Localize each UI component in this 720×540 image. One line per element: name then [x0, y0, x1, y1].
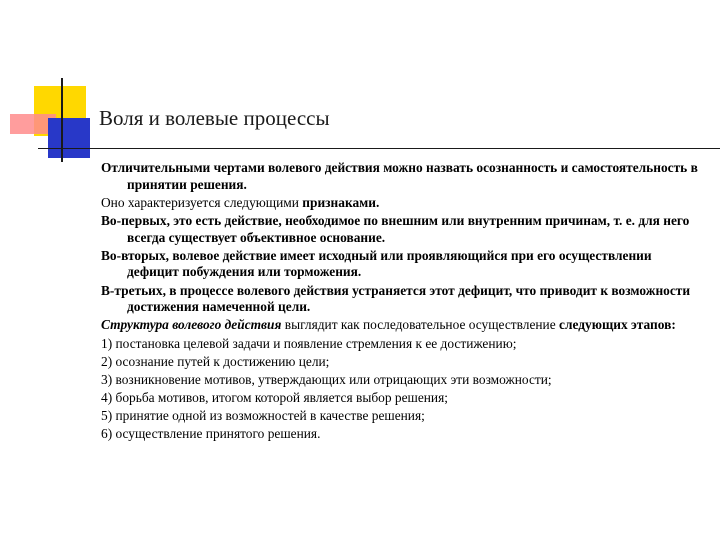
text-run: 6) осуществление принятого решения. — [101, 426, 321, 442]
decor-blue-square — [48, 118, 90, 158]
slide-body — [101, 160, 703, 445]
text-run: 5) принятие одной из возможностей в качестве решения; — [101, 408, 425, 424]
text-run: признаками. — [302, 194, 380, 210]
text-run: 2) осознание путей к достижению цели; — [101, 353, 330, 369]
body-paragraph — [101, 195, 703, 212]
body-paragraph — [101, 408, 703, 425]
body-paragraph — [101, 372, 703, 389]
text-run: выглядит как последовательное осуществление — [284, 317, 560, 333]
body-paragraph — [101, 317, 703, 334]
title-underline — [38, 148, 720, 149]
text-run: Отличительными чертами волевого действия можно назвать осознанность и самостоятельность в принятии решения. — [101, 160, 698, 192]
decor-vertical-line — [61, 78, 63, 162]
body-paragraph — [101, 248, 703, 281]
text-run: 1) постановка целевой задачи и появление стремления к ее достижению; — [101, 335, 517, 351]
text-run: 3) возникновение мотивов, утверждающих или отрицающих эти возможности; — [101, 371, 552, 387]
text-run: Оно характеризуется следующими — [101, 194, 303, 210]
body-paragraph — [101, 390, 703, 407]
text-run: В-третьих, в процессе волевого действия устраняется этот дефицит, что приводит к возможности достижения намеченной цели. — [101, 282, 691, 315]
body-paragraph — [101, 336, 703, 353]
text-run: Во-первых, это есть действие, необходимое по внешним или внутренним причинам, т. е. для него всегда существует объективное основание. — [101, 212, 690, 245]
text-run: 4) борьба мотивов, итогом которой является выбор решения; — [101, 390, 448, 406]
body-paragraph — [101, 160, 703, 193]
body-paragraph — [101, 354, 703, 371]
body-paragraph — [101, 283, 703, 316]
body-paragraph — [101, 426, 703, 443]
body-paragraph — [101, 213, 703, 246]
text-run: Во-вторых, волевое действие имеет исходный или проявляющийся при его осуществлении дефицит побуждения или торможения. — [101, 247, 652, 280]
slide-title: Воля и волевые процессы — [99, 106, 330, 130]
text-run: следующих этапов: — [559, 317, 676, 333]
text-run: Структура волевого действия — [101, 317, 285, 333]
